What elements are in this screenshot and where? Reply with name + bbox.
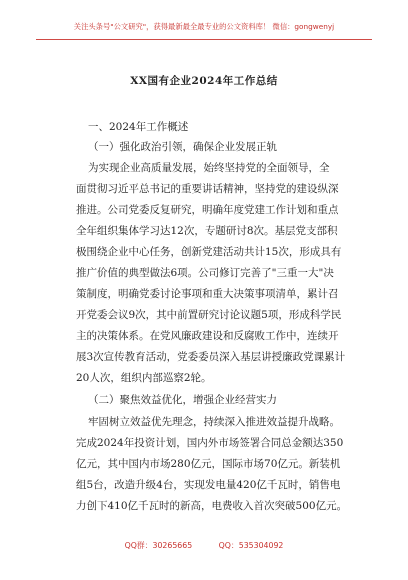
footer-qq-group: QQ群：30265665 xyxy=(124,541,193,550)
paragraph-line: 牢固树立效益优先理念，持续深入推进效益提升战略。 xyxy=(88,416,340,428)
header-divider xyxy=(36,39,372,40)
paragraph-line: 开党委会议9次，其中前置研究讨论议题5项，形成科学民 xyxy=(76,309,342,321)
subsection-heading-efficiency: （二）聚焦效益优化，增强企业经营实力 xyxy=(88,394,277,406)
header-banner: 关注头条号"公文研究"，获得最新最全最专业的公文资料库！ 微信：gongwenyj xyxy=(73,22,335,31)
paragraph-line: 推进。公司党委反复研究，明确年度党建工作计划和重点 xyxy=(76,204,339,216)
paragraph-line: 为实现企业高质量发展，始终坚持党的全面领导，全 xyxy=(88,162,330,174)
paragraph-line: 极围绕企业中心任务，创新党建活动共计15次，形成具有 xyxy=(76,246,342,258)
subsection-heading-political: （一）强化政治引领，确保企业发展正轨 xyxy=(88,141,277,153)
paragraph-line: 策制度，明确党委讨论事项和重大决策事项清单，累计召 xyxy=(76,288,339,300)
paragraph-line: 亿元，其中国内市场280亿元，国际市场70亿元。新装机 xyxy=(76,458,341,470)
paragraph-line: 力创下410亿千瓦时的新高，电费收入首次突破500亿元。 xyxy=(76,500,348,512)
paragraph-line: 组5台，改造升级4台，实现发电量420亿千瓦时，销售电 xyxy=(76,479,341,491)
paragraph-line: 推广价值的典型做法6项。公司修订完善了"三重一大"决 xyxy=(76,267,334,279)
document-title: XX国有企业2024年工作总结 xyxy=(130,75,278,87)
paragraph-line: 完成2024年投资计划，国内外市场签署合同总金额达350 xyxy=(76,437,344,449)
paragraph-line: 主的决策体系。在党风廉政建设和反腐败工作中，连续开 xyxy=(76,330,339,342)
footer-qq-number: QQ：535304092 xyxy=(218,541,284,550)
paragraph-line: 面贯彻习近平总书记的重要讲话精神，坚持党的建设纵深 xyxy=(76,183,339,195)
paragraph-line: 全年组织集体学习达12次，专题研讨8次。基层党支部积 xyxy=(76,225,338,237)
paragraph-line: 展3次宣传教育活动，党委委员深入基层讲授廉政党课累计 xyxy=(76,351,346,363)
footer-contact xyxy=(0,540,408,551)
paragraph-line: 20人次，组织内部巡察2轮。 xyxy=(76,372,212,384)
section-heading-overview: 一、2024年工作概述 xyxy=(88,121,189,133)
